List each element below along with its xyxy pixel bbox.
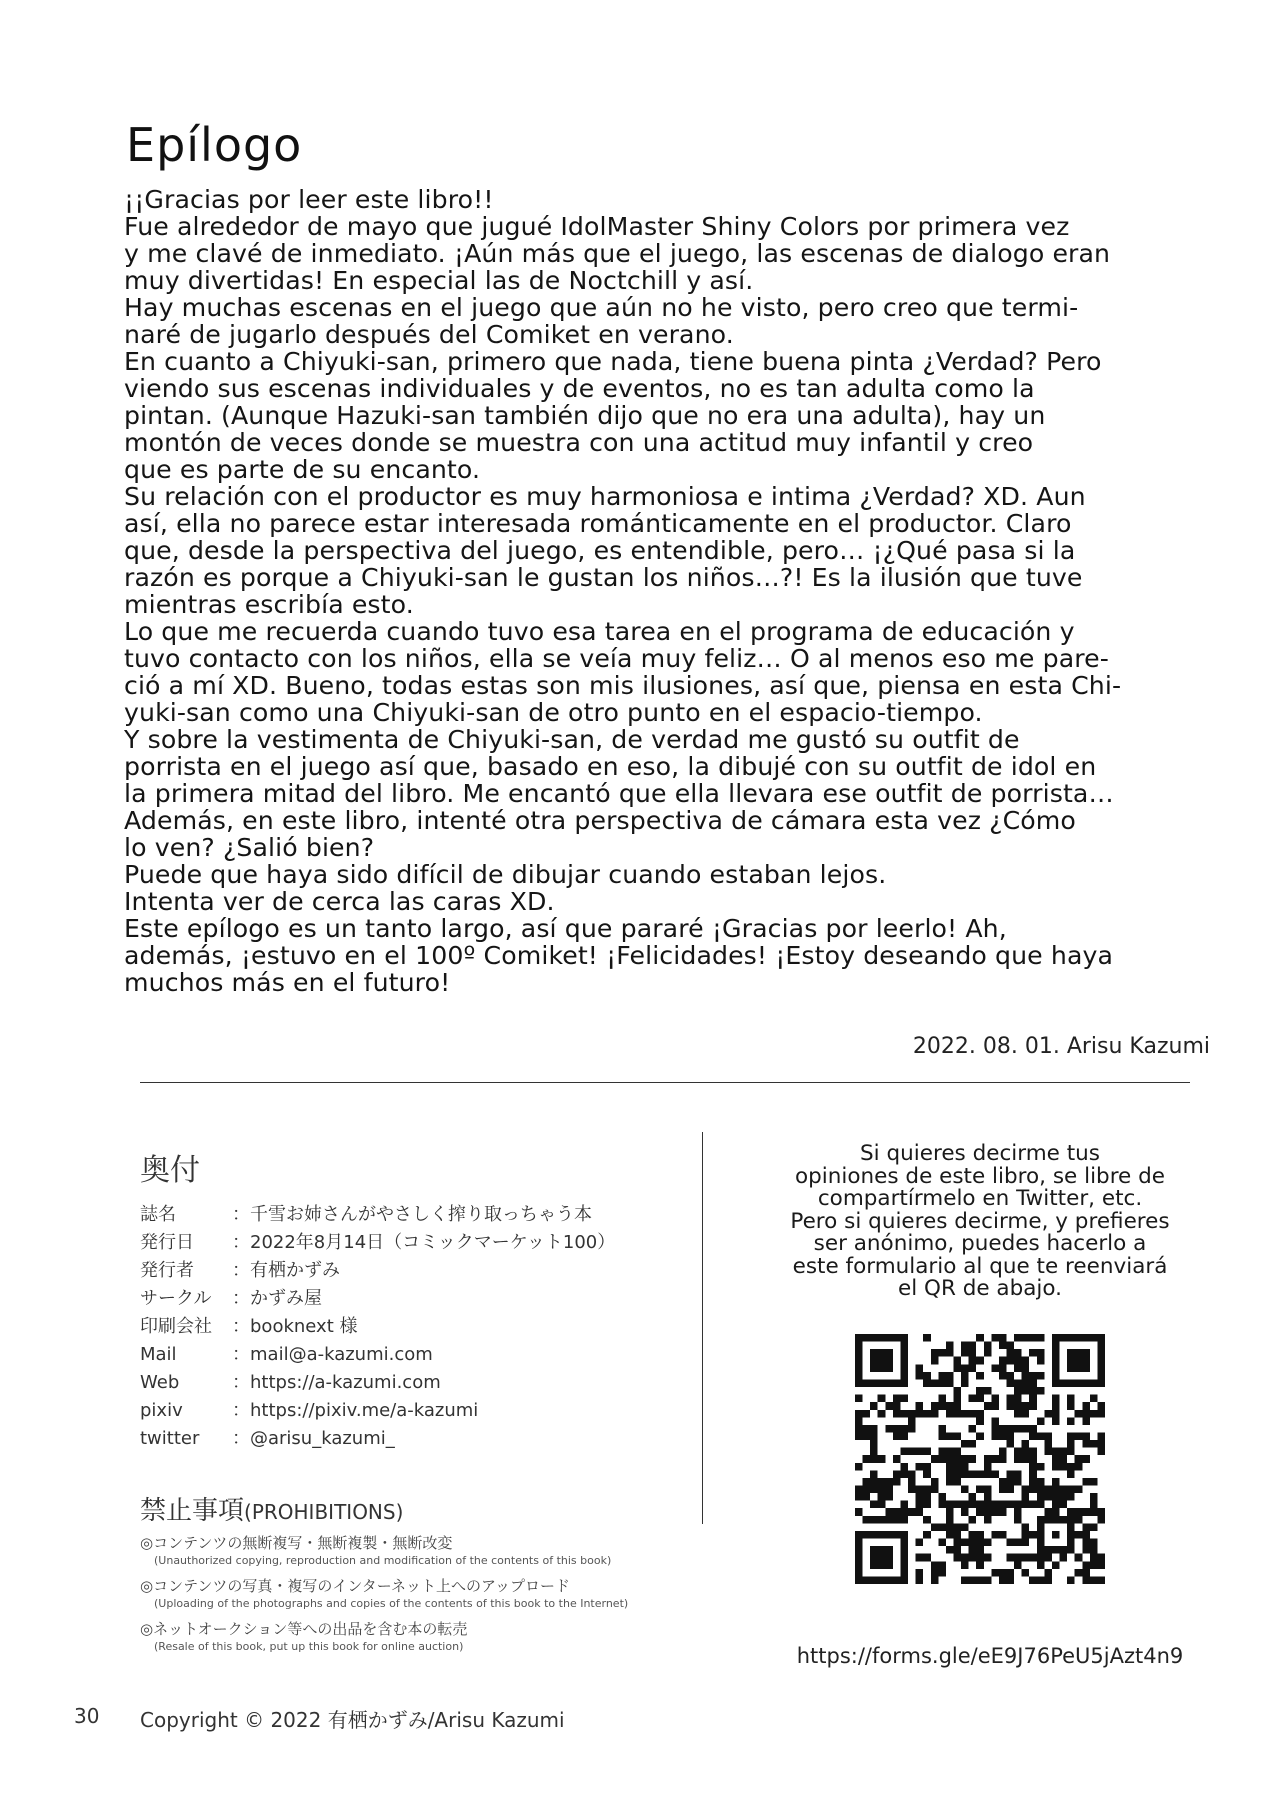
colophon-key: twitter (140, 1428, 200, 1449)
prohibition-item (140, 1533, 700, 1568)
colophon-row (140, 1313, 680, 1341)
prohibition-en: (Resale of this book, put up this book for online auction) (154, 1640, 464, 1653)
prohibitions-title-jp: 禁止事項 (140, 1496, 245, 1526)
qr-code-icon[interactable] (855, 1334, 1105, 1584)
feedback-line: este formulario al que te reenviará (792, 1253, 1168, 1279)
colophon-key: 誌名 (140, 1204, 176, 1225)
colophon-row (140, 1229, 680, 1257)
feedback-line: compartírmelo en Twitter, etc. (817, 1186, 1143, 1211)
epilogue-line: muy divertidas! En especial las de Noctchill y así. (124, 266, 754, 295)
prohibition-item (140, 1619, 700, 1654)
epilogue-line: En cuanto a Chiyuki-san, primero que nada, tiene buena pinta ¿Verdad? Pero (124, 347, 1102, 376)
colophon-separator: ： (232, 1344, 250, 1365)
colophon-value: かずみ屋 (250, 1288, 322, 1309)
colophon-key: 印刷会社 (140, 1316, 212, 1337)
feedback-line: el QR de abajo. (897, 1276, 1063, 1301)
prohibition-item (140, 1576, 700, 1611)
epilogue-line: tuvo contacto con los niños, ella se veía muy feliz… O al menos eso me pare- (124, 644, 1109, 673)
colophon-value: 千雪お姉さんがやさしく搾り取っちゃう本 (250, 1204, 592, 1225)
epilogue-line: viendo sus escenas individuales y de eventos, no es tan adulta como la (124, 374, 1035, 403)
colophon-separator: ： (232, 1204, 250, 1225)
prohibition-jp: ◎ネットオークション等への出品を含む本の転売 (140, 1620, 468, 1638)
epilogue-line: mientras escribía esto. (124, 590, 414, 619)
epilogue-line: Fue alrededor de mayo que jugué IdolMaster Shiny Colors por primera vez (124, 212, 1070, 241)
prohibition-en: (Unauthorized copying, reproduction and modification of the contents of this book) (154, 1554, 612, 1567)
colophon-row (140, 1257, 680, 1285)
colophon-row (140, 1425, 680, 1453)
epilogue-line: y me clavé de inmediato. ¡Aún más que el juego, las escenas de dialogo eran (124, 239, 1111, 268)
epilogue-signature: 2022. 08. 01. Arisu Kazumi (912, 1034, 1210, 1059)
epilogue-line: yuki-san como una Chiyuki-san de otro punto en el espacio-tiempo. (124, 698, 983, 727)
colophon-separator: ： (232, 1372, 250, 1393)
page-number: 30 (74, 1704, 100, 1728)
colophon-value: 有栖かずみ (250, 1260, 340, 1281)
colophon-row (140, 1397, 680, 1425)
colophon-value[interactable]: @arisu_kazumi_ (250, 1428, 395, 1449)
prohibition-en: (Uploading of the photographs and copies of the contents of this book to the Internet) (154, 1597, 629, 1610)
epilogue-line: Puede que haya sido difícil de dibujar cuando estaban lejos. (124, 860, 887, 889)
epilogue-section (124, 118, 1234, 996)
vertical-divider (702, 1132, 703, 1524)
epilogue-line: muchos más en el futuro! (124, 968, 451, 997)
prohibition-jp: ◎コンテンツの写真・複写のインターネット上へのアップロード (140, 1577, 570, 1595)
colophon-table (140, 1201, 680, 1453)
epilogue-line: que es parte de su encanto. (124, 455, 481, 484)
colophon-separator: ： (232, 1232, 250, 1253)
colophon-key: 発行日 (140, 1232, 194, 1253)
epilogue-line: Intenta ver de cerca las caras XD. (124, 887, 555, 916)
epilogue-line: Además, en este libro, intenté otra perspectiva de cámara esta vez ¿Cómo (124, 806, 1076, 835)
horizontal-divider (140, 1082, 1190, 1083)
epilogue-line: la primera mitad del libro. Me encantó que ella llevara ese outfit de porrista… (124, 779, 1114, 808)
epilogue-line: ció a mí XD. Bueno, todas estas son mis ilusiones, así que, piensa en esta Chi- (124, 671, 1122, 700)
epilogue-line: además, ¡estuvo en el 100º Comiket! ¡Felicidades! ¡Estoy deseando que haya (124, 941, 1114, 970)
epilogue-line: porrista en el juego así que, basado en eso, la dibujé con su outfit de idol en (124, 752, 1097, 781)
prohibitions-section (140, 1490, 700, 1662)
epilogue-line: Hay muchas escenas en el juego que aún no he visto, pero creo que termi- (124, 293, 1079, 322)
colophon-value: 2022年8月14日（コミックマーケット100） (250, 1232, 616, 1253)
colophon-value[interactable]: mail@a-kazumi.com (250, 1344, 433, 1365)
epilogue-line: pintan. (Aunque Hazuki-san también dijo que no era una adulta), hay un (124, 401, 1046, 430)
epilogue-line: ¡¡Gracias por leer este libro!! (124, 185, 494, 214)
colophon-row (140, 1285, 680, 1313)
colophon-key: pixiv (140, 1400, 183, 1421)
epilogue-line: razón es porque a Chiyuki-san le gustan los niños…?! Es la ilusión que tuve (124, 563, 1083, 592)
prohibitions-title (140, 1490, 700, 1527)
prohibitions-title-en: (PROHIBITIONS) (244, 1500, 404, 1524)
prohibition-jp: ◎コンテンツの無断複写・無断複製・無断改変 (140, 1534, 453, 1552)
feedback-message (745, 1143, 1215, 1301)
epilogue-line: naré de jugarlo después del Comiket en verano. (124, 320, 734, 349)
epilogue-line: así, ella no parece estar interesada románticamente en el productor. Claro (124, 509, 1072, 538)
colophon-separator: ： (232, 1288, 250, 1309)
epilogue-line: Este epílogo es un tanto largo, así que pararé ¡Gracias por leerlo! Ah, (124, 914, 1007, 943)
prohibitions-list (140, 1533, 700, 1654)
colophon-separator: ： (232, 1400, 250, 1421)
colophon-separator: ： (232, 1428, 250, 1449)
colophon-key: サークル (140, 1288, 212, 1309)
epilogue-body (124, 186, 1234, 996)
colophon-row (140, 1201, 680, 1229)
feedback-line: opiniones de este libro, se libre de (795, 1163, 1165, 1189)
colophon-title: 奥付 (140, 1153, 200, 1188)
epilogue-line: Su relación con el productor es muy harmoniosa e intima ¿Verdad? XD. Aun (124, 482, 1086, 511)
epilogue-title: Epílogo (126, 118, 303, 172)
colophon-value[interactable]: https://a-kazumi.com (250, 1372, 441, 1393)
colophon-value[interactable]: https://pixiv.me/a-kazumi (250, 1400, 479, 1421)
feedback-line: ser anónimo, puedes hacerlo a (813, 1231, 1147, 1256)
feedback-line: Pero si quieres decirme, y prefieres (790, 1208, 1170, 1234)
feedback-url[interactable]: https://forms.gle/eE9J76PeU5jAzt4n9 (796, 1644, 1184, 1668)
colophon-separator: ： (232, 1316, 250, 1337)
epilogue-line: montón de veces donde se muestra con una actitud muy infantil y creo (124, 428, 1034, 457)
colophon-key: Web (140, 1372, 180, 1393)
epilogue-line: lo ven? ¿Salió bien? (124, 833, 375, 862)
epilogue-line: Lo que me recuerda cuando tuvo esa tarea en el programa de educación y (124, 617, 1075, 646)
colophon-row (140, 1341, 680, 1369)
colophon-key: 発行者 (140, 1260, 194, 1281)
epilogue-line: Y sobre la vestimenta de Chiyuki-san, de verdad me gustó su outfit de (124, 725, 1020, 754)
feedback-line: Si quieres decirme tus (860, 1141, 1100, 1166)
colophon-key: Mail (140, 1344, 177, 1365)
copyright: Copyright © 2022 有栖かずみ/Arisu Kazumi (140, 1708, 565, 1732)
colophon-value: booknext 様 (250, 1316, 358, 1337)
feedback-section (745, 1143, 1215, 1301)
colophon-separator: ： (232, 1260, 250, 1281)
colophon-section (140, 1145, 680, 1453)
colophon-row (140, 1369, 680, 1397)
epilogue-line: que, desde la perspectiva del juego, es entendible, pero… ¡¿Qué pasa si la (124, 536, 1076, 565)
